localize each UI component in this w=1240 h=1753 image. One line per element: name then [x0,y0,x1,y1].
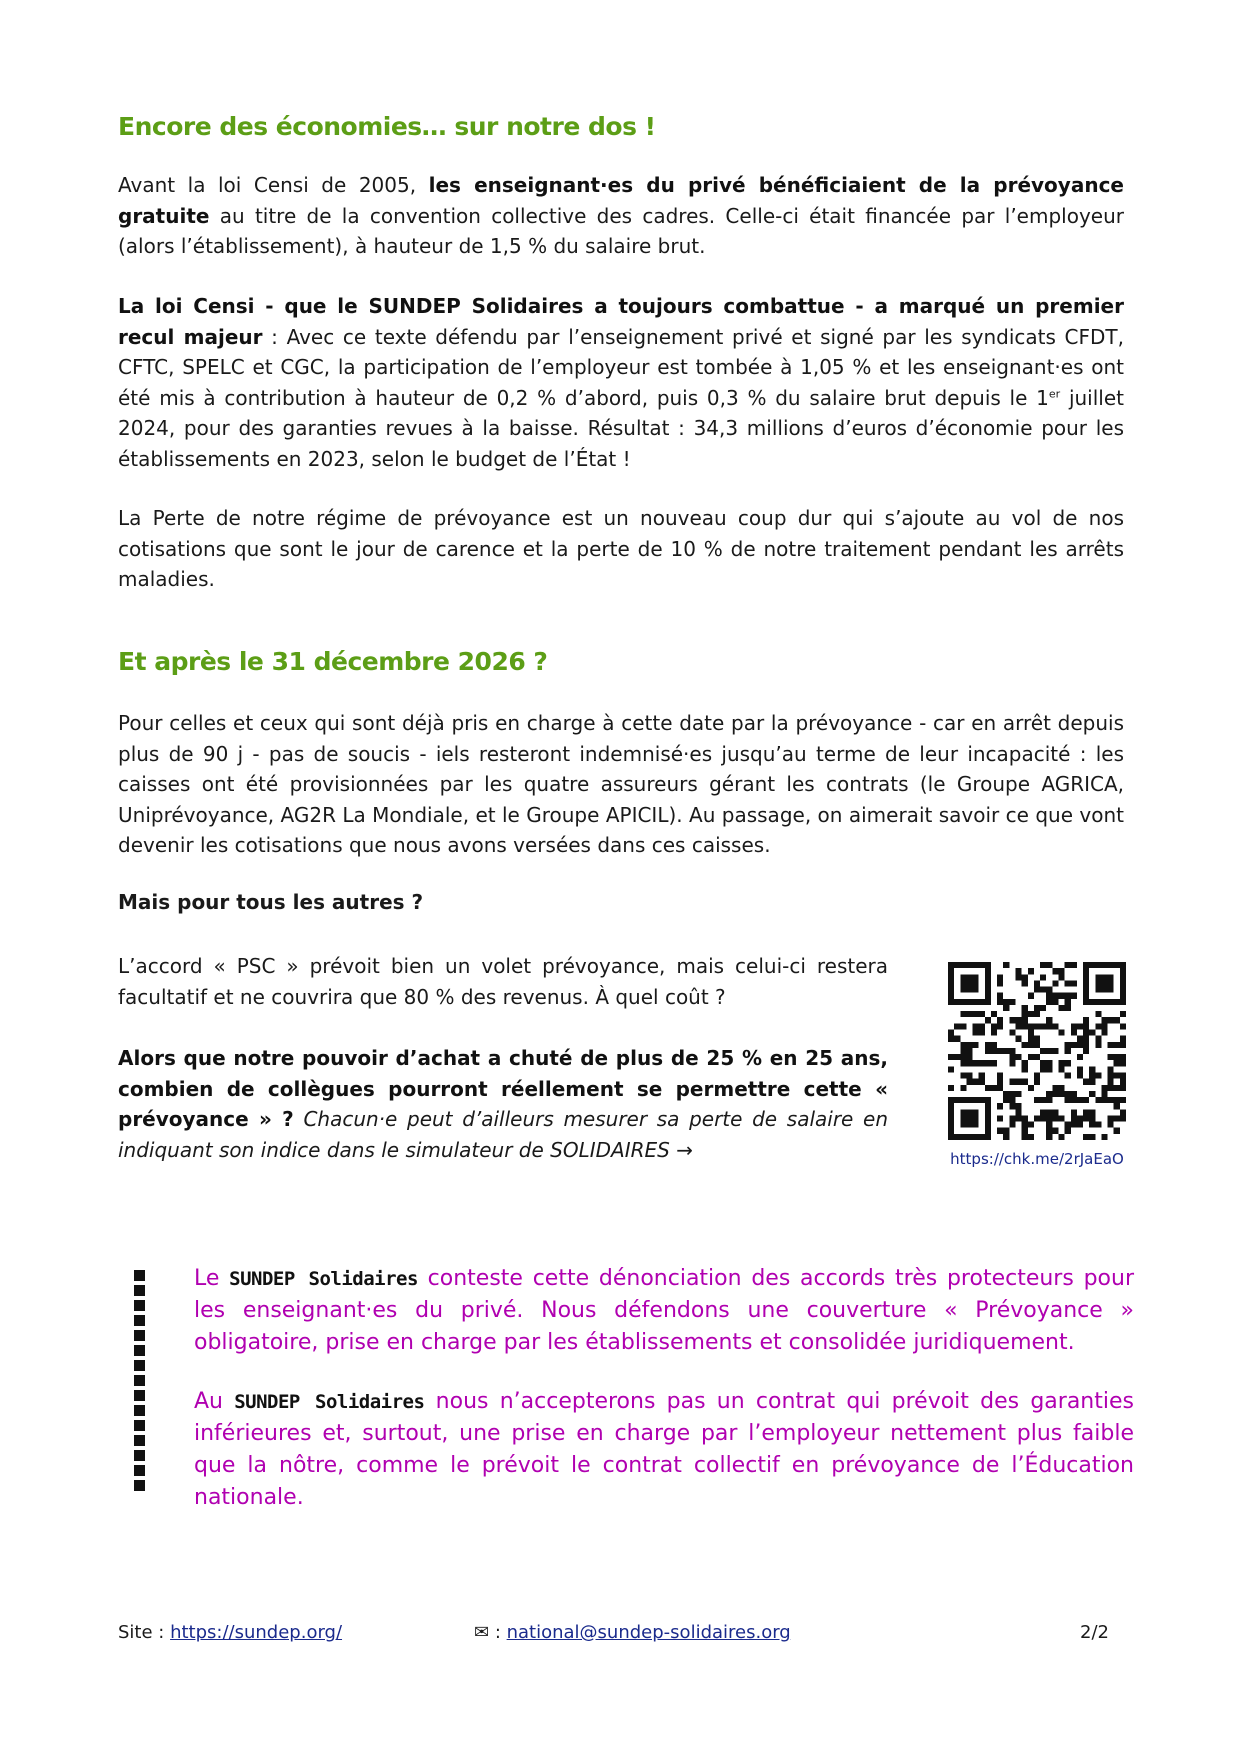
paragraph: La Perte de notre régime de prévoyance est un nouveau coup dur qui s’ajoute au vol de nos cotisations que sont le jour de carence et la perte de 10 % de notre traitement pendant les arrêts maladies. [118,506,1124,591]
paragraph: Pour celles et ceux qui sont déjà pris en charge à cette date par la prévoyance - car en arrêt depuis plus de 90 j - pas de soucis - iels resteront indemnisé·es jusqu’au terme de leur incapacité : les caisses ont été provisionnées par les quatre assureurs gérant les contrats (le Groupe AGRICA, Uniprévoyance, AG2R La Mondiale, et le Groupe APICIL). Au passage, on aimerait savoir ce que vont devenir les cotisations que nous avons versées dans ces caisses. [118,711,1124,857]
section-title: Et après le 31 décembre 2026 ? [118,647,548,676]
decorative-square [134,1405,145,1416]
decorative-square [134,1390,145,1401]
text: au titre de la convention collective des cadres. Celle-ci était financée par l’employeur (alors l’établissement), à hauteur de 1,5 % du salaire brut. [118,203,1124,258]
paragraph [118,291,1124,474]
decorative-square [134,1330,145,1341]
decorative-square [134,1465,145,1476]
separator: : [489,1622,507,1643]
decorative-square [134,1300,145,1311]
decorative-square [134,1480,145,1491]
decorative-square [134,1315,145,1326]
subheading: Mais pour tous les autres ? [118,890,424,914]
decorative-square [134,1270,145,1281]
box-paragraph [194,1263,1134,1359]
text: Avant la loi Censi de 2005, [118,173,429,197]
page-number: 2/2 [1080,1622,1109,1643]
superscript: er [1048,386,1061,400]
text: juillet 2024, pour des garanties revues à la baisse. Résultat : 34,3 millions d’euros d’économie pour les établissements en 2023, selon le budget de l’État ! [118,385,1124,471]
footer-site [118,1622,342,1643]
decorative-square [134,1420,145,1431]
email-link[interactable]: national@sundep-solidaires.org [506,1622,791,1643]
bold-text: Alors que notre pouvoir d’achat a chuté de plus de 25 % en 25 ans, combien de collègues pourront réellement se permettre cette « prévoyance » ? [118,1046,888,1131]
decorative-square-column [134,1270,148,1495]
site-link[interactable]: https://sundep.org/ [170,1622,343,1643]
box-paragraph [194,1386,1134,1514]
qr-code-icon[interactable] [948,962,1126,1140]
paragraph [118,1043,888,1165]
paragraph: L’accord « PSC » prévoit bien un volet prévoyance, mais celui-ci restera facultatif et ne couvrira que 80 % des revenus. À quel coût ? [118,954,888,1009]
envelope-icon: ✉ [474,1622,490,1643]
footer-mail [474,1622,791,1643]
brand-name: SUNDEP Solidaires [229,1268,418,1290]
decorative-square [134,1360,145,1371]
section-title: Encore des économies… sur notre dos ! [118,112,656,141]
italic-text: Chacun·e peut d’ailleurs mesurer sa perte de salaire en indiquant son indice dans le simulateur de SOLIDAIRES → [118,1107,888,1162]
separator: : [152,1622,171,1643]
bold-text: La loi Censi - que le SUNDEP Solidaires a toujours combattue - a marqué un premier recul majeur [118,294,1124,349]
text: nous n’accepterons pas un contrat qui prévoit des garanties inférieures et, surtout, une prise en charge par l’employeur nettement plus faible que la nôtre, comme le prévoit le contrat collectif en prévoyance de l’Éducation nationale. [194,1389,1134,1510]
qr-url[interactable]: https://chk.me/2rJaEaO [950,1150,1124,1168]
text: Au [194,1389,235,1414]
decorative-square [134,1435,145,1446]
paragraph [118,170,1124,262]
text: : Avec ce texte défendu par l’enseignement privé et signé par les syndicats CFDT, CFTC, SPELC et CGC, la participation de l’employeur est tombée à 1,05 % et les enseignant·es ont été mis à contribution à hauteur de 0,2 % d’abord, puis 0,3 % du salaire brut depuis le 1 [118,324,1125,410]
text: Le [194,1266,230,1291]
footer-site-label: Site [118,1622,153,1643]
decorative-square [134,1345,145,1356]
decorative-square [134,1375,145,1386]
decorative-square [134,1450,145,1461]
text: conteste cette dénonciation des accords très protecteurs pour les enseignant·es du privé. Nous défendons une couverture « Prévoyance » obligatoire, prise en charge par les établissements et consolidée juridiquement. [194,1266,1134,1355]
decorative-square [134,1285,145,1296]
brand-name: SUNDEP Solidaires [234,1391,425,1413]
bold-text: les enseignant·es du privé bénéficiaient de la prévoyance gratuite [118,173,1124,228]
